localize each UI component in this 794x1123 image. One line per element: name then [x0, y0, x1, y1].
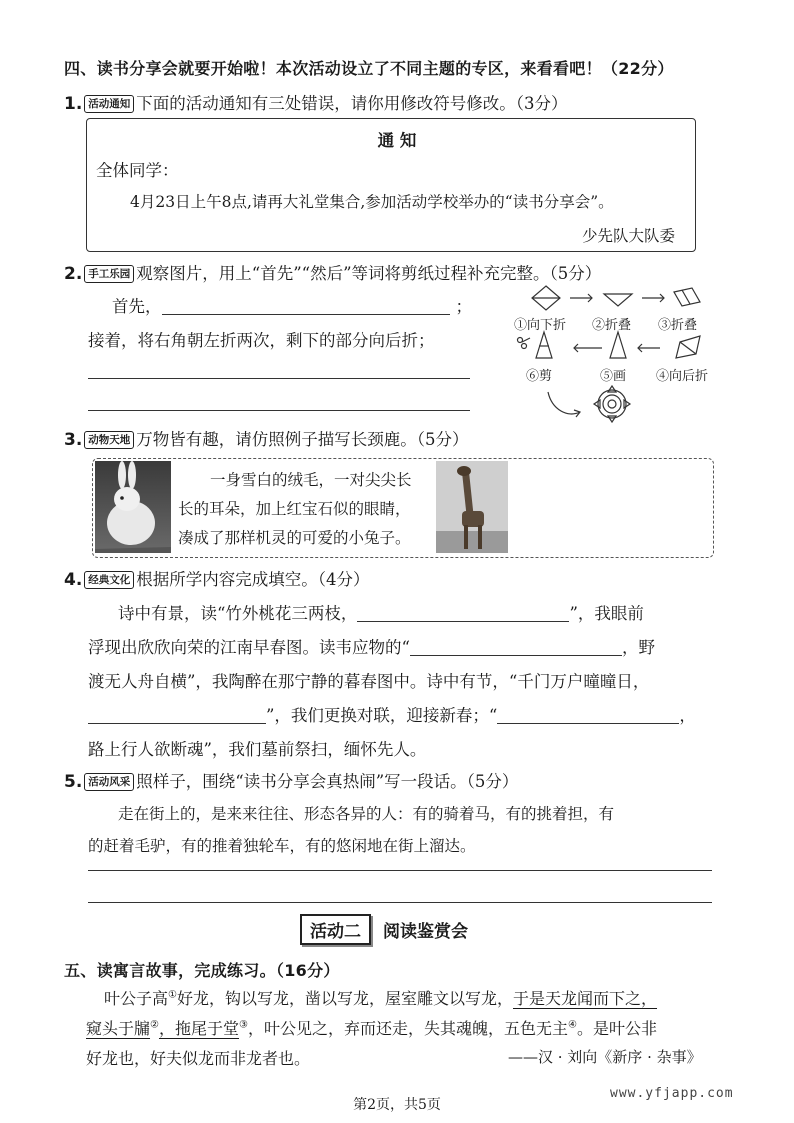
- q2-number: 2.: [64, 264, 83, 284]
- q3-prompt: [64, 426, 469, 450]
- q4-tag: 经典文化: [84, 571, 134, 589]
- q3-text: 万物皆有趣，请仿照例子描写长颈鹿。（5分）: [136, 430, 469, 449]
- activity2-heading: [300, 914, 468, 945]
- q5-example-line-1: 走在街上的，是来来往往、形态各异的人：有的骑着马，有的挑着担，有: [118, 805, 615, 823]
- step2-triangle-icon: [604, 294, 632, 306]
- q5-answer-line-2[interactable]: [88, 902, 712, 903]
- q5-example-line-2: 的赶着毛驴，有的推着独轮车，有的悠闲地在街上溜达。: [88, 837, 476, 855]
- q2-answer-blank-1[interactable]: [162, 296, 450, 315]
- activity2-box: 活动二: [300, 914, 371, 945]
- q2-answer-line-2[interactable]: [88, 410, 470, 411]
- step-label-3: ③折叠: [658, 318, 698, 333]
- footnote-mark-2: ②: [150, 1019, 159, 1031]
- activity2-title: 阅读鉴赏会: [383, 922, 468, 942]
- step4-fold-icon: [676, 336, 700, 358]
- q4-line-3: 渡无人舟自横”，我陶醉在那宁静的暮春图中。诗中有节，“千门万户曈曈日，: [88, 672, 650, 691]
- q2-prompt: [64, 260, 601, 284]
- page-number: 第2页，共5页: [353, 1097, 441, 1113]
- fable-line-2: [86, 1016, 657, 1039]
- fable-line-3: 好龙也，好夫似龙而非龙者也。: [86, 1049, 311, 1068]
- q4-line1-b: ”，我眼前: [569, 604, 644, 623]
- footnote-mark-3: ③: [239, 1019, 248, 1031]
- q4-line-4: [88, 702, 696, 726]
- q3-example-line-1: 一身雪白的绒毛，一对尖尖长: [210, 471, 412, 489]
- q4-line4-a: ”，我们更换对联，迎接新春；“: [266, 706, 498, 725]
- giraffe-photo: [436, 461, 508, 553]
- q2-line1: [112, 293, 472, 317]
- q5-text: 照样子，围绕“读书分享会真热闹”写一段话。（5分）: [136, 772, 519, 791]
- q4-line2-b: ，野: [621, 638, 655, 657]
- q1-number: 1.: [64, 94, 83, 114]
- q4-line4-b: ，: [679, 706, 696, 725]
- fable-source: ——汉 · 刘向《新序 · 杂事》: [508, 1048, 702, 1066]
- q5-number: 5.: [64, 772, 83, 792]
- q4-blank-3[interactable]: [88, 705, 266, 724]
- footnote-mark-1: ①: [168, 989, 177, 1001]
- step-label-6: ⑥剪: [526, 369, 553, 384]
- notice-greeting: 全体同学：: [96, 161, 179, 180]
- q4-number: 4.: [64, 570, 83, 590]
- step-label-2: ②折叠: [592, 318, 632, 333]
- notice-signature: 少先队大队委: [582, 227, 676, 245]
- q3-number: 3.: [64, 430, 83, 450]
- section4-title: 四、读书分享会就要开始啦！本次活动设立了不同主题的专区，来看看吧！（22分）: [64, 59, 674, 78]
- q2-line1-suffix: ；: [455, 297, 472, 316]
- q4-text: 根据所学内容完成填空。（4分）: [136, 570, 370, 589]
- q4-line-1: [118, 600, 644, 624]
- step-label-4: ④向后折: [656, 369, 709, 384]
- fable-text: 。是叶公非: [576, 1019, 657, 1038]
- q2-line2: 接着，将右角朝左折两次，剩下的部分向后折；: [88, 331, 435, 350]
- fable-text: ，叶公见之，弃而还走，失其魂魄，五色无主: [247, 1019, 568, 1038]
- q3-example-line-3: 凑成了那样机灵的可爱的小兔子。: [178, 529, 411, 547]
- rabbit-photo: [95, 461, 171, 553]
- q2-line1-prefix: 首先，: [112, 297, 162, 316]
- notice-body: 4月23日上午8点,请再大礼堂集合,参加活动学校举办的“读书分享会”。: [130, 193, 614, 211]
- fable-line-1: [104, 986, 657, 1009]
- q2-text: 观察图片，用上“首先”“然后”等词将剪纸过程补充完整。（5分）: [136, 264, 602, 283]
- q4-line-5: 路上行人欲断魂”，我们墓前祭扫，缅怀先人。: [88, 740, 427, 759]
- q5-tag: 活动风采: [84, 773, 134, 791]
- paper-flower-icon: [594, 386, 630, 422]
- q2-answer-line-1[interactable]: [88, 378, 470, 379]
- step-label-5: ⑤画: [600, 369, 627, 384]
- q5-answer-line-1[interactable]: [88, 870, 712, 871]
- fable-text: 好龙，钩以写龙，凿以写龙，屋室雕文以写龙，: [176, 989, 513, 1008]
- q1-prompt: [64, 90, 568, 114]
- step3-fold-icon: [674, 288, 700, 306]
- q1-text: 下面的活动通知有三处错误，请你用修改符号修改。（3分）: [136, 94, 568, 113]
- step-label-1: ①向下折: [514, 318, 567, 333]
- q4-line1-a: 诗中有景，读“竹外桃花三两枝，: [118, 604, 358, 623]
- q4-prompt: [64, 566, 370, 590]
- fable-underlined-text: ，拖尾于堂: [158, 1019, 239, 1038]
- q3-tag: 动物天地: [84, 431, 134, 449]
- q4-line2-a: 浮现出欣欣向荣的江南早春图。读韦应物的“: [88, 638, 410, 657]
- q1-tag: 活动通知: [84, 95, 134, 113]
- q3-example-line-2: 长的耳朵，加上红宝石似的眼睛，: [178, 500, 411, 518]
- q5-prompt: [64, 768, 518, 792]
- step6-cut-icon: [536, 332, 552, 358]
- q4-blank-4[interactable]: [497, 705, 679, 724]
- q4-line-2: [88, 634, 655, 658]
- q2-tag: 手工乐园: [84, 265, 134, 283]
- footnote-mark-4: ④: [567, 1019, 577, 1031]
- q4-blank-2[interactable]: [410, 637, 622, 656]
- fable-underlined-text: 于是天龙闻而下之，: [513, 989, 658, 1008]
- watermark: www.yfjapp.com: [610, 1086, 734, 1101]
- fable-text: 叶公子高: [104, 989, 169, 1008]
- papercut-diagram: [508, 284, 728, 434]
- fable-underlined-text: 窥头于牖: [86, 1019, 151, 1038]
- q4-blank-1[interactable]: [357, 603, 569, 622]
- notice-title: 通 知: [377, 131, 417, 150]
- step5-draw-icon: [610, 332, 626, 358]
- section5-title: 五、读寓言故事，完成练习。（16分）: [64, 961, 340, 980]
